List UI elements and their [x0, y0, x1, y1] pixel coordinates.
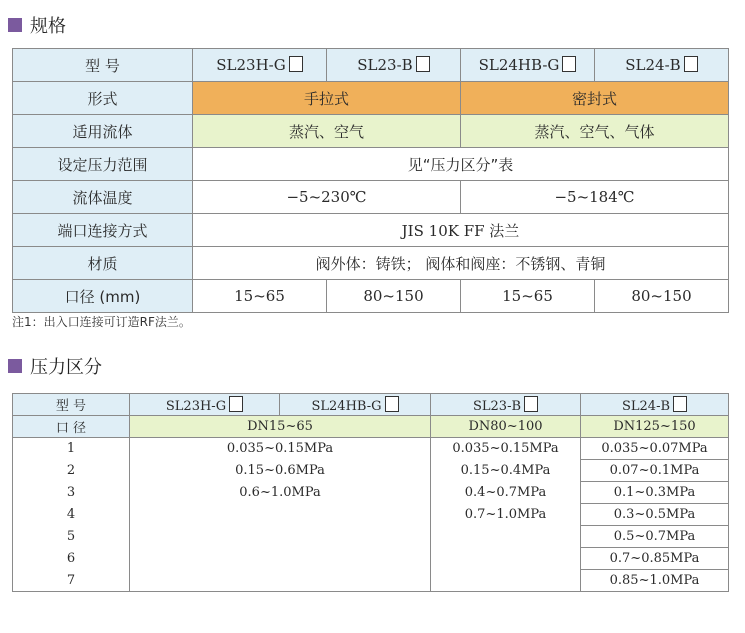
section-pressure-header [8, 353, 102, 379]
checkbox-icon [416, 56, 430, 72]
table-cell: 0.5~0.7MPa [581, 526, 729, 548]
model-cell [193, 49, 327, 82]
row-label: 形式 [13, 82, 193, 115]
table-row [13, 504, 729, 526]
row-label: 材质 [13, 247, 193, 280]
row-label: 流体温度 [13, 181, 193, 214]
table-row [13, 460, 729, 482]
table-row [13, 181, 729, 214]
table-row [13, 394, 729, 416]
model-cell [595, 49, 729, 82]
table-row [13, 247, 729, 280]
table-cell: 0.1~0.3MPa [581, 482, 729, 504]
table-cell: 蒸汽、空气 [193, 115, 461, 148]
model-cell [461, 49, 595, 82]
row-label: 口径 (mm) [13, 280, 193, 313]
purple-square-icon [8, 359, 22, 373]
table-row [13, 280, 729, 313]
row-number: 4 [13, 504, 130, 526]
table-cell [130, 526, 431, 548]
model-name: SL23H-G [216, 56, 286, 74]
table-cell: −5~230℃ [193, 181, 461, 214]
table-row [13, 570, 729, 592]
table-cell: DN15~65 [130, 416, 431, 438]
table-cell [130, 504, 431, 526]
row-number: 1 [13, 438, 130, 460]
row-label: 端口连接方式 [13, 214, 193, 247]
table-cell [431, 526, 581, 548]
table-row [13, 438, 729, 460]
table-cell: 蒸汽、空气、气体 [461, 115, 729, 148]
table-cell: 0.3~0.5MPa [581, 504, 729, 526]
row-number: 3 [13, 482, 130, 504]
model-name: SL24HB-G [478, 56, 560, 74]
table-cell: 阀外体：铸铁； 阀体和阀座：不锈钢、青铜 [193, 247, 729, 280]
model-cell [581, 394, 729, 416]
table-cell [431, 570, 581, 592]
row-number: 2 [13, 460, 130, 482]
table-cell: 0.035~0.15MPa [130, 438, 431, 460]
table-cell: 80~150 [595, 280, 729, 313]
checkbox-icon [385, 396, 399, 412]
section-title: 压力区分 [30, 357, 102, 378]
purple-square-icon [8, 18, 22, 32]
table-cell: 0.6~1.0MPa [130, 482, 431, 504]
row-number: 5 [13, 526, 130, 548]
row-label: 设定压力范围 [13, 148, 193, 181]
table-cell: 0.035~0.15MPa [431, 438, 581, 460]
model-name: SL23H-G [165, 398, 227, 414]
table-cell: DN80~100 [431, 416, 581, 438]
table-cell: 0.07~0.1MPa [581, 460, 729, 482]
table-row [13, 148, 729, 181]
model-name: SL24-B [625, 56, 681, 74]
model-cell [280, 394, 431, 416]
table-cell: 0.15~0.4MPa [431, 460, 581, 482]
table-cell: 0.85~1.0MPa [581, 570, 729, 592]
table-cell: 0.15~0.6MPa [130, 460, 431, 482]
checkbox-icon [684, 56, 698, 72]
section-title: 规格 [30, 16, 66, 37]
table-cell: DN125~150 [581, 416, 729, 438]
pressure-table [12, 393, 729, 592]
table-cell [130, 548, 431, 570]
spec-table [12, 48, 729, 313]
checkbox-icon [289, 56, 303, 72]
table-cell: 15~65 [193, 280, 327, 313]
model-cell [130, 394, 280, 416]
table-cell: 0.7~1.0MPa [431, 504, 581, 526]
checkbox-icon [673, 396, 687, 412]
model-cell [327, 49, 461, 82]
row-label: 口 径 [13, 416, 130, 438]
row-number: 7 [13, 570, 130, 592]
table-cell: 15~65 [461, 280, 595, 313]
checkbox-icon [229, 396, 243, 412]
table-row [13, 49, 729, 82]
table-cell: 0.4~0.7MPa [431, 482, 581, 504]
table-cell: 手拉式 [193, 82, 461, 115]
model-name: SL23-B [472, 398, 522, 414]
footnote: 注1：出入口连接可订造RF法兰。 [12, 315, 191, 329]
checkbox-icon [562, 56, 576, 72]
table-row [13, 548, 729, 570]
table-row [13, 526, 729, 548]
row-label: 型 号 [13, 394, 130, 416]
row-label: 型 号 [13, 49, 193, 82]
table-row [13, 482, 729, 504]
model-name: SL24-B [621, 398, 671, 414]
table-cell: −5~184℃ [461, 181, 729, 214]
table-cell: 0.7~0.85MPa [581, 548, 729, 570]
table-cell [130, 570, 431, 592]
checkbox-icon [524, 396, 538, 412]
model-name: SL24HB-G [311, 398, 382, 414]
table-cell: 密封式 [461, 82, 729, 115]
table-cell: JIS 10K FF 法兰 [193, 214, 729, 247]
table-row [13, 115, 729, 148]
table-cell: 80~150 [327, 280, 461, 313]
table-row [13, 82, 729, 115]
table-cell: 0.035~0.07MPa [581, 438, 729, 460]
table-row [13, 214, 729, 247]
model-name: SL23-B [357, 56, 413, 74]
pressure-rows [13, 438, 729, 592]
row-label: 适用流体 [13, 115, 193, 148]
section-spec-header [8, 12, 66, 38]
model-cell [431, 394, 581, 416]
table-row [13, 416, 729, 438]
table-cell: 见“压力区分”表 [193, 148, 729, 181]
row-number: 6 [13, 548, 130, 570]
table-cell [431, 548, 581, 570]
